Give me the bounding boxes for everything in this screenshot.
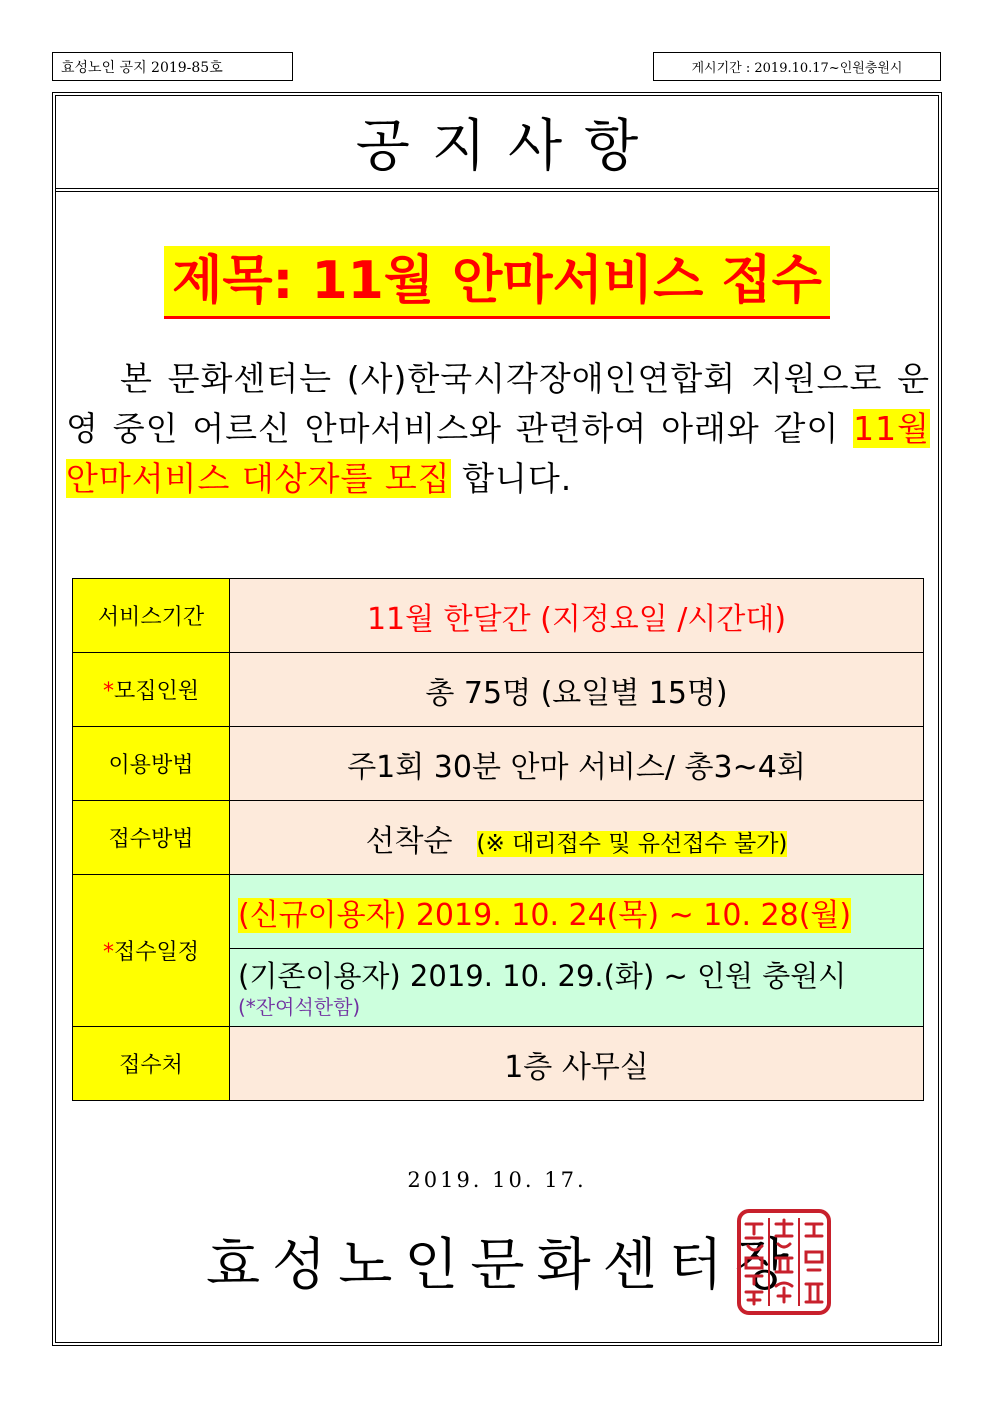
official-seal-icon: [736, 1208, 832, 1316]
table-row-schedule-new: [73, 875, 924, 949]
intro-paragraph: [66, 354, 930, 504]
signature: 효성노인문화센터장: [206, 1233, 801, 1298]
info-table: [72, 578, 924, 1101]
label-recruit: [73, 653, 230, 727]
value-method: [230, 801, 924, 875]
value-method-text: 선착순: [365, 823, 453, 859]
label-method: 접수방법: [73, 801, 230, 875]
label-schedule-text: 접수일정: [113, 940, 199, 965]
table-row-recruit: [73, 653, 924, 727]
star-mark: *: [102, 940, 114, 965]
value-recruit: 총 75명 (요일별 15명): [230, 653, 924, 727]
value-service-period: 11월 한달간 (지정요일 /시간대): [230, 579, 924, 653]
label-service-period: 서비스기간: [73, 579, 230, 653]
notice-frame: [52, 92, 942, 1346]
table-row-method: [73, 801, 924, 875]
table-row-place: [73, 1027, 924, 1101]
star-mark: *: [102, 679, 114, 704]
value-place: 1층 사무실: [230, 1027, 924, 1101]
posting-period: 게시기간 : 2019.10.17~인원충원시: [653, 52, 941, 81]
value-schedule-existing: [230, 949, 924, 1027]
intro-text-1: 본 문화센터는 (사)한국시각장애인연합회 지원으로 운영 중인 어르신 안마서비스와 관련하여 아래와 같이: [66, 359, 930, 448]
schedule-note: (*잔여석한함): [238, 994, 361, 1019]
notice-id: 효성노인 공지 2019-85호: [52, 52, 293, 81]
value-usage: 주1회 30분 안마 서비스/ 총3~4회: [230, 727, 924, 801]
subject-wrap: [56, 246, 938, 319]
label-place: 접수처: [73, 1027, 230, 1101]
title-box: [56, 96, 938, 192]
label-usage: 이용방법: [73, 727, 230, 801]
intro-highlight: 11월 안마서비스 대상자를 모집: [66, 409, 930, 498]
notice-date: 2019. 10. 17.: [407, 1168, 587, 1192]
table-row-usage: [73, 727, 924, 801]
schedule-existing-text: (기존이용자) 2019. 10. 29.(화) ~ 인원 충원시: [238, 958, 847, 993]
intro-text-2: 합니다.: [450, 459, 573, 498]
value-schedule-new: [230, 875, 924, 949]
page-title: 공지사항: [355, 114, 661, 179]
label-recruit-text: 모집인원: [113, 679, 199, 704]
method-note: (※ 대리접수 및 유선접수 불가): [476, 830, 788, 857]
table-row-service-period: [73, 579, 924, 653]
subject-heading: 제목: 11월 안마서비스 접수: [164, 246, 830, 319]
schedule-new-text: (신규이용자) 2019. 10. 24(목) ~ 10. 28(월): [238, 897, 852, 933]
label-schedule: [73, 875, 230, 1027]
